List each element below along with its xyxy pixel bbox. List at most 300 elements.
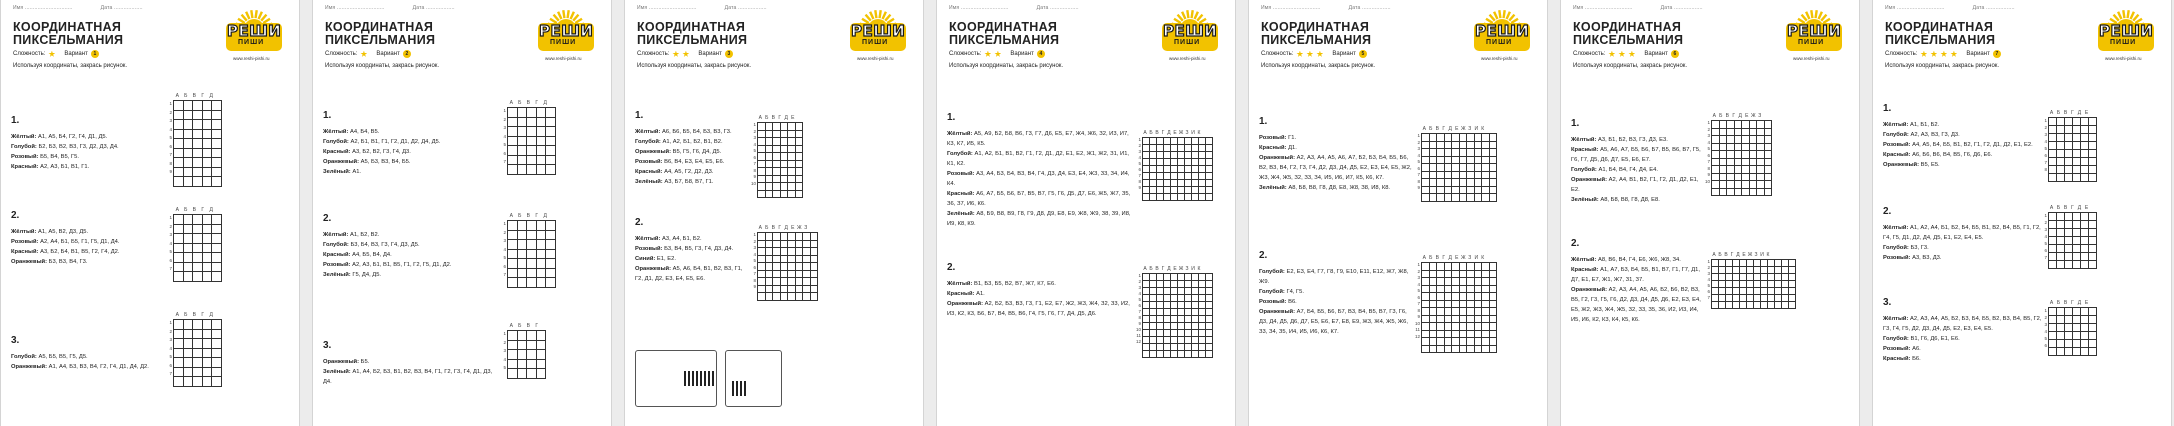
grid-cell[interactable] xyxy=(2073,142,2081,150)
coordinate-grid[interactable] xyxy=(1136,266,1213,358)
grid-cell[interactable] xyxy=(193,339,203,349)
grid-cell[interactable] xyxy=(212,120,222,130)
grid-cell[interactable] xyxy=(1719,128,1727,136)
grid-cell[interactable] xyxy=(1482,263,1490,271)
grid-cell[interactable] xyxy=(183,158,193,168)
grid-cell[interactable] xyxy=(1712,143,1720,151)
grid-cell[interactable] xyxy=(1467,164,1475,172)
grid-cell[interactable] xyxy=(1474,134,1482,142)
grid-cell[interactable] xyxy=(1157,187,1164,194)
grid-cell[interactable] xyxy=(536,127,546,137)
grid-cell[interactable] xyxy=(1444,141,1452,149)
grid-cell[interactable] xyxy=(1467,186,1475,194)
grid-cell[interactable] xyxy=(765,270,773,278)
grid-cell[interactable] xyxy=(1143,166,1150,173)
grid-cell[interactable] xyxy=(1157,309,1164,316)
grid-cell[interactable] xyxy=(2049,332,2057,340)
grid-cell[interactable] xyxy=(1143,337,1150,344)
grid-cell[interactable] xyxy=(1199,194,1206,201)
grid-cell[interactable] xyxy=(810,255,818,263)
grid-cell[interactable] xyxy=(1764,121,1772,129)
grid-cell[interactable] xyxy=(1429,134,1437,142)
grid-cell[interactable] xyxy=(780,285,788,293)
grid-cell[interactable] xyxy=(1444,285,1452,293)
grid-cell[interactable] xyxy=(1474,330,1482,338)
grid-cell[interactable] xyxy=(758,160,766,168)
grid-cell[interactable] xyxy=(527,240,537,250)
grid-cell[interactable] xyxy=(193,177,203,187)
grid-cell[interactable] xyxy=(1157,159,1164,166)
grid-cell[interactable] xyxy=(1199,344,1206,351)
grid-cell[interactable] xyxy=(1206,194,1213,201)
grid-cell[interactable] xyxy=(2057,308,2065,316)
grid-cell[interactable] xyxy=(212,253,222,263)
grid-cell[interactable] xyxy=(1727,166,1735,174)
grid-cell[interactable] xyxy=(773,233,781,241)
grid-cell[interactable] xyxy=(1761,260,1768,267)
grid-cell[interactable] xyxy=(1757,188,1765,196)
grid-cell[interactable] xyxy=(527,278,537,288)
grid-cell[interactable] xyxy=(174,158,184,168)
grid-cells[interactable] xyxy=(2048,117,2097,182)
grid-cell[interactable] xyxy=(1459,141,1467,149)
grid-cell[interactable] xyxy=(1206,152,1213,159)
grid-cell[interactable] xyxy=(2081,237,2089,245)
grid-cell[interactable] xyxy=(1157,194,1164,201)
grid-cell[interactable] xyxy=(212,358,222,368)
grid-cell[interactable] xyxy=(1437,263,1445,271)
grid-cell[interactable] xyxy=(1489,278,1497,286)
grid-cell[interactable] xyxy=(2065,134,2073,142)
grid-cell[interactable] xyxy=(1143,323,1150,330)
grid-cell[interactable] xyxy=(1733,288,1740,295)
grid-cell[interactable] xyxy=(1712,173,1720,181)
grid-cell[interactable] xyxy=(1467,263,1475,271)
grid-cell[interactable] xyxy=(810,240,818,248)
grid-cell[interactable] xyxy=(1444,315,1452,323)
grid-cell[interactable] xyxy=(758,285,766,293)
grid-cell[interactable] xyxy=(1185,330,1192,337)
grid-cell[interactable] xyxy=(1712,136,1720,144)
grid-cell[interactable] xyxy=(1775,260,1782,267)
grid-cell[interactable] xyxy=(1437,308,1445,316)
logo-url[interactable]: www.reshi-pishi.ru xyxy=(1481,56,1518,61)
grid-cell[interactable] xyxy=(508,136,518,146)
grid-cell[interactable] xyxy=(536,155,546,165)
grid-cell[interactable] xyxy=(212,110,222,120)
grid-cell[interactable] xyxy=(2049,142,2057,150)
grid-cell[interactable] xyxy=(1199,274,1206,281)
grid-cell[interactable] xyxy=(1719,267,1726,274)
grid-cell[interactable] xyxy=(1164,330,1171,337)
grid-cell[interactable] xyxy=(1712,295,1719,302)
grid-cell[interactable] xyxy=(2065,166,2073,174)
grid-cell[interactable] xyxy=(1726,267,1733,274)
grid-cell[interactable] xyxy=(2073,150,2081,158)
grid-cell[interactable] xyxy=(1185,316,1192,323)
grid-cell[interactable] xyxy=(1467,278,1475,286)
grid-cell[interactable] xyxy=(1712,260,1719,267)
grid-cell[interactable] xyxy=(1734,166,1742,174)
grid-cell[interactable] xyxy=(1467,179,1475,187)
grid-cell[interactable] xyxy=(174,148,184,158)
grid-cell[interactable] xyxy=(202,234,212,244)
grid-cell[interactable] xyxy=(2089,245,2097,253)
grid-cell[interactable] xyxy=(773,168,781,176)
grid-cell[interactable] xyxy=(527,230,537,240)
grid-cell[interactable] xyxy=(193,329,203,339)
grid-cell[interactable] xyxy=(2089,150,2097,158)
grid-cell[interactable] xyxy=(1171,138,1178,145)
grid-cell[interactable] xyxy=(1775,281,1782,288)
grid-cell[interactable] xyxy=(765,190,773,198)
grid-cell[interactable] xyxy=(765,175,773,183)
grid-cells[interactable] xyxy=(507,330,546,379)
coordinate-grid[interactable] xyxy=(503,323,546,379)
grid-cells[interactable] xyxy=(2048,307,2097,356)
grid-cell[interactable] xyxy=(788,293,796,301)
grid-cell[interactable] xyxy=(212,139,222,149)
grid-cell[interactable] xyxy=(2081,166,2089,174)
grid-cell[interactable] xyxy=(803,270,811,278)
grid-cell[interactable] xyxy=(536,108,546,118)
grid-cell[interactable] xyxy=(1185,323,1192,330)
logo-url[interactable]: www.reshi-pishi.ru xyxy=(2105,56,2142,61)
grid-cell[interactable] xyxy=(1761,281,1768,288)
grid-cell[interactable] xyxy=(758,190,766,198)
grid-cell[interactable] xyxy=(1150,180,1157,187)
grid-cell[interactable] xyxy=(2065,150,2073,158)
grid-cell[interactable] xyxy=(517,165,527,175)
grid-cell[interactable] xyxy=(773,153,781,161)
grid-cell[interactable] xyxy=(1192,166,1199,173)
grid-cell[interactable] xyxy=(1143,274,1150,281)
grid-cell[interactable] xyxy=(1474,270,1482,278)
grid-cell[interactable] xyxy=(1157,302,1164,309)
grid-cell[interactable] xyxy=(1157,344,1164,351)
grid-cell[interactable] xyxy=(1489,156,1497,164)
grid-cell[interactable] xyxy=(527,268,537,278)
grid-cell[interactable] xyxy=(1712,274,1719,281)
grid-cell[interactable] xyxy=(202,224,212,234)
grid-cell[interactable] xyxy=(1742,158,1750,166)
grid-cell[interactable] xyxy=(1429,194,1437,202)
grid-cell[interactable] xyxy=(1192,145,1199,152)
grid-cell[interactable] xyxy=(1185,281,1192,288)
grid-cell[interactable] xyxy=(193,215,203,225)
grid-cell[interactable] xyxy=(758,138,766,146)
grid-cell[interactable] xyxy=(795,270,803,278)
grid-cell[interactable] xyxy=(1489,338,1497,346)
grid-cell[interactable] xyxy=(1437,278,1445,286)
grid-cell[interactable] xyxy=(1150,316,1157,323)
grid-cell[interactable] xyxy=(2057,134,2065,142)
grid-cell[interactable] xyxy=(1429,164,1437,172)
grid-cell[interactable] xyxy=(1185,309,1192,316)
grid-cell[interactable] xyxy=(780,175,788,183)
grid-cell[interactable] xyxy=(2081,245,2089,253)
grid-cell[interactable] xyxy=(2065,340,2073,348)
grid-cell[interactable] xyxy=(780,240,788,248)
grid-cell[interactable] xyxy=(1422,330,1430,338)
grid-cell[interactable] xyxy=(1171,316,1178,323)
grid-cell[interactable] xyxy=(1164,180,1171,187)
grid-cell[interactable] xyxy=(803,233,811,241)
grid-cell[interactable] xyxy=(1482,323,1490,331)
grid-cell[interactable] xyxy=(1171,145,1178,152)
grid-cell[interactable] xyxy=(1157,316,1164,323)
grid-cell[interactable] xyxy=(1467,141,1475,149)
grid-cell[interactable] xyxy=(1192,316,1199,323)
grid-cell[interactable] xyxy=(536,340,546,350)
grid-cell[interactable] xyxy=(765,263,773,271)
grid-cell[interactable] xyxy=(174,358,184,368)
grid-cell[interactable] xyxy=(788,145,796,153)
grid-cell[interactable] xyxy=(1429,308,1437,316)
grid-cell[interactable] xyxy=(1726,260,1733,267)
grid-cell[interactable] xyxy=(1429,278,1437,286)
grid-cell[interactable] xyxy=(2057,324,2065,332)
grid-cell[interactable] xyxy=(810,270,818,278)
grid-cell[interactable] xyxy=(1775,274,1782,281)
grid-cell[interactable] xyxy=(1757,143,1765,151)
grid-cell[interactable] xyxy=(1444,278,1452,286)
grid-cell[interactable] xyxy=(2089,166,2097,174)
grid-cell[interactable] xyxy=(1459,270,1467,278)
grid-cell[interactable] xyxy=(765,123,773,131)
grid-cell[interactable] xyxy=(1206,288,1213,295)
grid-cell[interactable] xyxy=(1199,288,1206,295)
grid-cell[interactable] xyxy=(1437,141,1445,149)
grid-cell[interactable] xyxy=(183,262,193,272)
grid-cell[interactable] xyxy=(1444,323,1452,331)
grid-cell[interactable] xyxy=(758,263,766,271)
grid-cell[interactable] xyxy=(1467,345,1475,353)
grid-cell[interactable] xyxy=(517,136,527,146)
grid-cell[interactable] xyxy=(1489,194,1497,202)
grid-cell[interactable] xyxy=(1185,288,1192,295)
grid-cell[interactable] xyxy=(1437,134,1445,142)
grid-cell[interactable] xyxy=(810,248,818,256)
grid-cell[interactable] xyxy=(1164,194,1171,201)
grid-cell[interactable] xyxy=(765,168,773,176)
grid-cell[interactable] xyxy=(773,190,781,198)
grid-cell[interactable] xyxy=(212,272,222,282)
grid-cell[interactable] xyxy=(2089,134,2097,142)
grid-cell[interactable] xyxy=(1185,302,1192,309)
grid-cell[interactable] xyxy=(1467,308,1475,316)
grid-cell[interactable] xyxy=(803,248,811,256)
grid-cell[interactable] xyxy=(780,293,788,301)
grid-cell[interactable] xyxy=(1467,270,1475,278)
grid-cell[interactable] xyxy=(1740,288,1747,295)
grid-cell[interactable] xyxy=(1143,138,1150,145)
grid-cell[interactable] xyxy=(1489,134,1497,142)
grid-cell[interactable] xyxy=(2049,213,2057,221)
grid-cell[interactable] xyxy=(2073,221,2081,229)
grid-cell[interactable] xyxy=(527,108,537,118)
grid-cell[interactable] xyxy=(780,263,788,271)
grid-cell[interactable] xyxy=(1489,330,1497,338)
grid-cell[interactable] xyxy=(193,148,203,158)
grid-cell[interactable] xyxy=(212,262,222,272)
grid-cell[interactable] xyxy=(536,146,546,156)
grid-cell[interactable] xyxy=(1150,187,1157,194)
grid-cell[interactable] xyxy=(803,278,811,286)
grid-cell[interactable] xyxy=(1192,330,1199,337)
grid-cell[interactable] xyxy=(1429,141,1437,149)
grid-cell[interactable] xyxy=(795,255,803,263)
grid-cell[interactable] xyxy=(2073,348,2081,356)
grid-cell[interactable] xyxy=(1733,295,1740,302)
grid-cell[interactable] xyxy=(1789,274,1796,281)
grid-cell[interactable] xyxy=(1459,156,1467,164)
grid-cell[interactable] xyxy=(517,369,527,379)
grid-cell[interactable] xyxy=(2081,332,2089,340)
grid-cell[interactable] xyxy=(1747,281,1754,288)
grid-cell[interactable] xyxy=(803,240,811,248)
grid-cell[interactable] xyxy=(1444,308,1452,316)
grid-cell[interactable] xyxy=(765,183,773,191)
grid-cell[interactable] xyxy=(788,130,796,138)
grid-cell[interactable] xyxy=(202,139,212,149)
grid-cell[interactable] xyxy=(1171,187,1178,194)
grid-cell[interactable] xyxy=(1734,143,1742,151)
grid-cell[interactable] xyxy=(2081,221,2089,229)
grid-cell[interactable] xyxy=(1157,145,1164,152)
grid-cell[interactable] xyxy=(546,268,556,278)
grid-cell[interactable] xyxy=(1178,309,1185,316)
grid-cell[interactable] xyxy=(758,240,766,248)
grid-cell[interactable] xyxy=(1742,151,1750,159)
coordinate-grid[interactable] xyxy=(2044,110,2097,182)
grid-cell[interactable] xyxy=(773,293,781,301)
grid-cell[interactable] xyxy=(1757,151,1765,159)
grid-cell[interactable] xyxy=(1452,179,1460,187)
grid-cell[interactable] xyxy=(1749,181,1757,189)
coordinate-grid[interactable] xyxy=(753,225,818,301)
grid-cell[interactable] xyxy=(1489,293,1497,301)
grid-cell[interactable] xyxy=(1452,323,1460,331)
logo-url[interactable]: www.reshi-pishi.ru xyxy=(233,56,270,61)
grid-cell[interactable] xyxy=(1143,288,1150,295)
grid-cell[interactable] xyxy=(1178,323,1185,330)
grid-cell[interactable] xyxy=(1150,302,1157,309)
grid-cell[interactable] xyxy=(1164,274,1171,281)
grid-cell[interactable] xyxy=(1459,171,1467,179)
grid-cell[interactable] xyxy=(1143,295,1150,302)
grid-cell[interactable] xyxy=(174,348,184,358)
grid-cell[interactable] xyxy=(1206,281,1213,288)
grid-cell[interactable] xyxy=(2049,229,2057,237)
grid-cell[interactable] xyxy=(1452,308,1460,316)
grid-cell[interactable] xyxy=(202,358,212,368)
grid-cell[interactable] xyxy=(1459,300,1467,308)
grid-cell[interactable] xyxy=(1178,274,1185,281)
grid-cell[interactable] xyxy=(1727,128,1735,136)
qr-code-icon[interactable] xyxy=(732,381,747,396)
grid-cell[interactable] xyxy=(183,101,193,111)
grid-cell[interactable] xyxy=(1489,315,1497,323)
grid-cells[interactable] xyxy=(757,232,818,301)
grid-cell[interactable] xyxy=(1712,267,1719,274)
grid-cell[interactable] xyxy=(1192,194,1199,201)
grid-cell[interactable] xyxy=(1206,159,1213,166)
grid-cell[interactable] xyxy=(1199,351,1206,358)
grid-cell[interactable] xyxy=(2057,142,2065,150)
grid-cell[interactable] xyxy=(2089,332,2097,340)
grid-cell[interactable] xyxy=(508,278,518,288)
grid-cell[interactable] xyxy=(1467,330,1475,338)
grid-cell[interactable] xyxy=(795,123,803,131)
grid-cell[interactable] xyxy=(788,263,796,271)
grid-cell[interactable] xyxy=(1727,143,1735,151)
grid-cell[interactable] xyxy=(1171,288,1178,295)
grid-cell[interactable] xyxy=(2057,118,2065,126)
grid-cell[interactable] xyxy=(1489,323,1497,331)
grid-cell[interactable] xyxy=(2089,316,2097,324)
grid-cell[interactable] xyxy=(1192,344,1199,351)
grid-cell[interactable] xyxy=(527,136,537,146)
grid-cell[interactable] xyxy=(1429,330,1437,338)
grid-cell[interactable] xyxy=(1482,134,1490,142)
grid-cell[interactable] xyxy=(174,243,184,253)
grid-cell[interactable] xyxy=(1185,138,1192,145)
grid-cell[interactable] xyxy=(2089,261,2097,269)
grid-cell[interactable] xyxy=(803,293,811,301)
grid-cell[interactable] xyxy=(1150,309,1157,316)
grid-cell[interactable] xyxy=(193,129,203,139)
grid-cell[interactable] xyxy=(193,234,203,244)
grid-cell[interactable] xyxy=(1206,180,1213,187)
grid-cells[interactable] xyxy=(507,107,556,175)
grid-cell[interactable] xyxy=(1429,186,1437,194)
grid-cell[interactable] xyxy=(1733,302,1740,309)
grid-cell[interactable] xyxy=(1489,164,1497,172)
grid-cell[interactable] xyxy=(765,285,773,293)
grid-cell[interactable] xyxy=(1482,345,1490,353)
grid-cell[interactable] xyxy=(773,183,781,191)
grid-cell[interactable] xyxy=(1726,302,1733,309)
grid-cell[interactable] xyxy=(1185,351,1192,358)
grid-cell[interactable] xyxy=(1482,338,1490,346)
grid-cell[interactable] xyxy=(1775,288,1782,295)
logo-url[interactable]: www.reshi-pishi.ru xyxy=(857,56,894,61)
grid-cell[interactable] xyxy=(1150,330,1157,337)
grid-cell[interactable] xyxy=(1757,158,1765,166)
grid-cell[interactable] xyxy=(174,120,184,130)
grid-cells[interactable] xyxy=(2048,212,2097,269)
grid-cell[interactable] xyxy=(1474,345,1482,353)
grid-cell[interactable] xyxy=(765,248,773,256)
grid-cell[interactable] xyxy=(2065,221,2073,229)
grid-cell[interactable] xyxy=(1199,302,1206,309)
grid-cell[interactable] xyxy=(1164,302,1171,309)
grid-cell[interactable] xyxy=(174,177,184,187)
grid-cell[interactable] xyxy=(1429,300,1437,308)
coordinate-grid[interactable] xyxy=(169,312,222,387)
grid-cell[interactable] xyxy=(1164,309,1171,316)
grid-cell[interactable] xyxy=(2057,316,2065,324)
grid-cell[interactable] xyxy=(1157,323,1164,330)
coordinate-grid[interactable] xyxy=(1415,255,1497,353)
grid-cell[interactable] xyxy=(1178,173,1185,180)
grid-cell[interactable] xyxy=(1143,344,1150,351)
grid-cell[interactable] xyxy=(1185,145,1192,152)
grid-cell[interactable] xyxy=(2057,126,2065,134)
grid-cell[interactable] xyxy=(1467,293,1475,301)
grid-cell[interactable] xyxy=(780,153,788,161)
